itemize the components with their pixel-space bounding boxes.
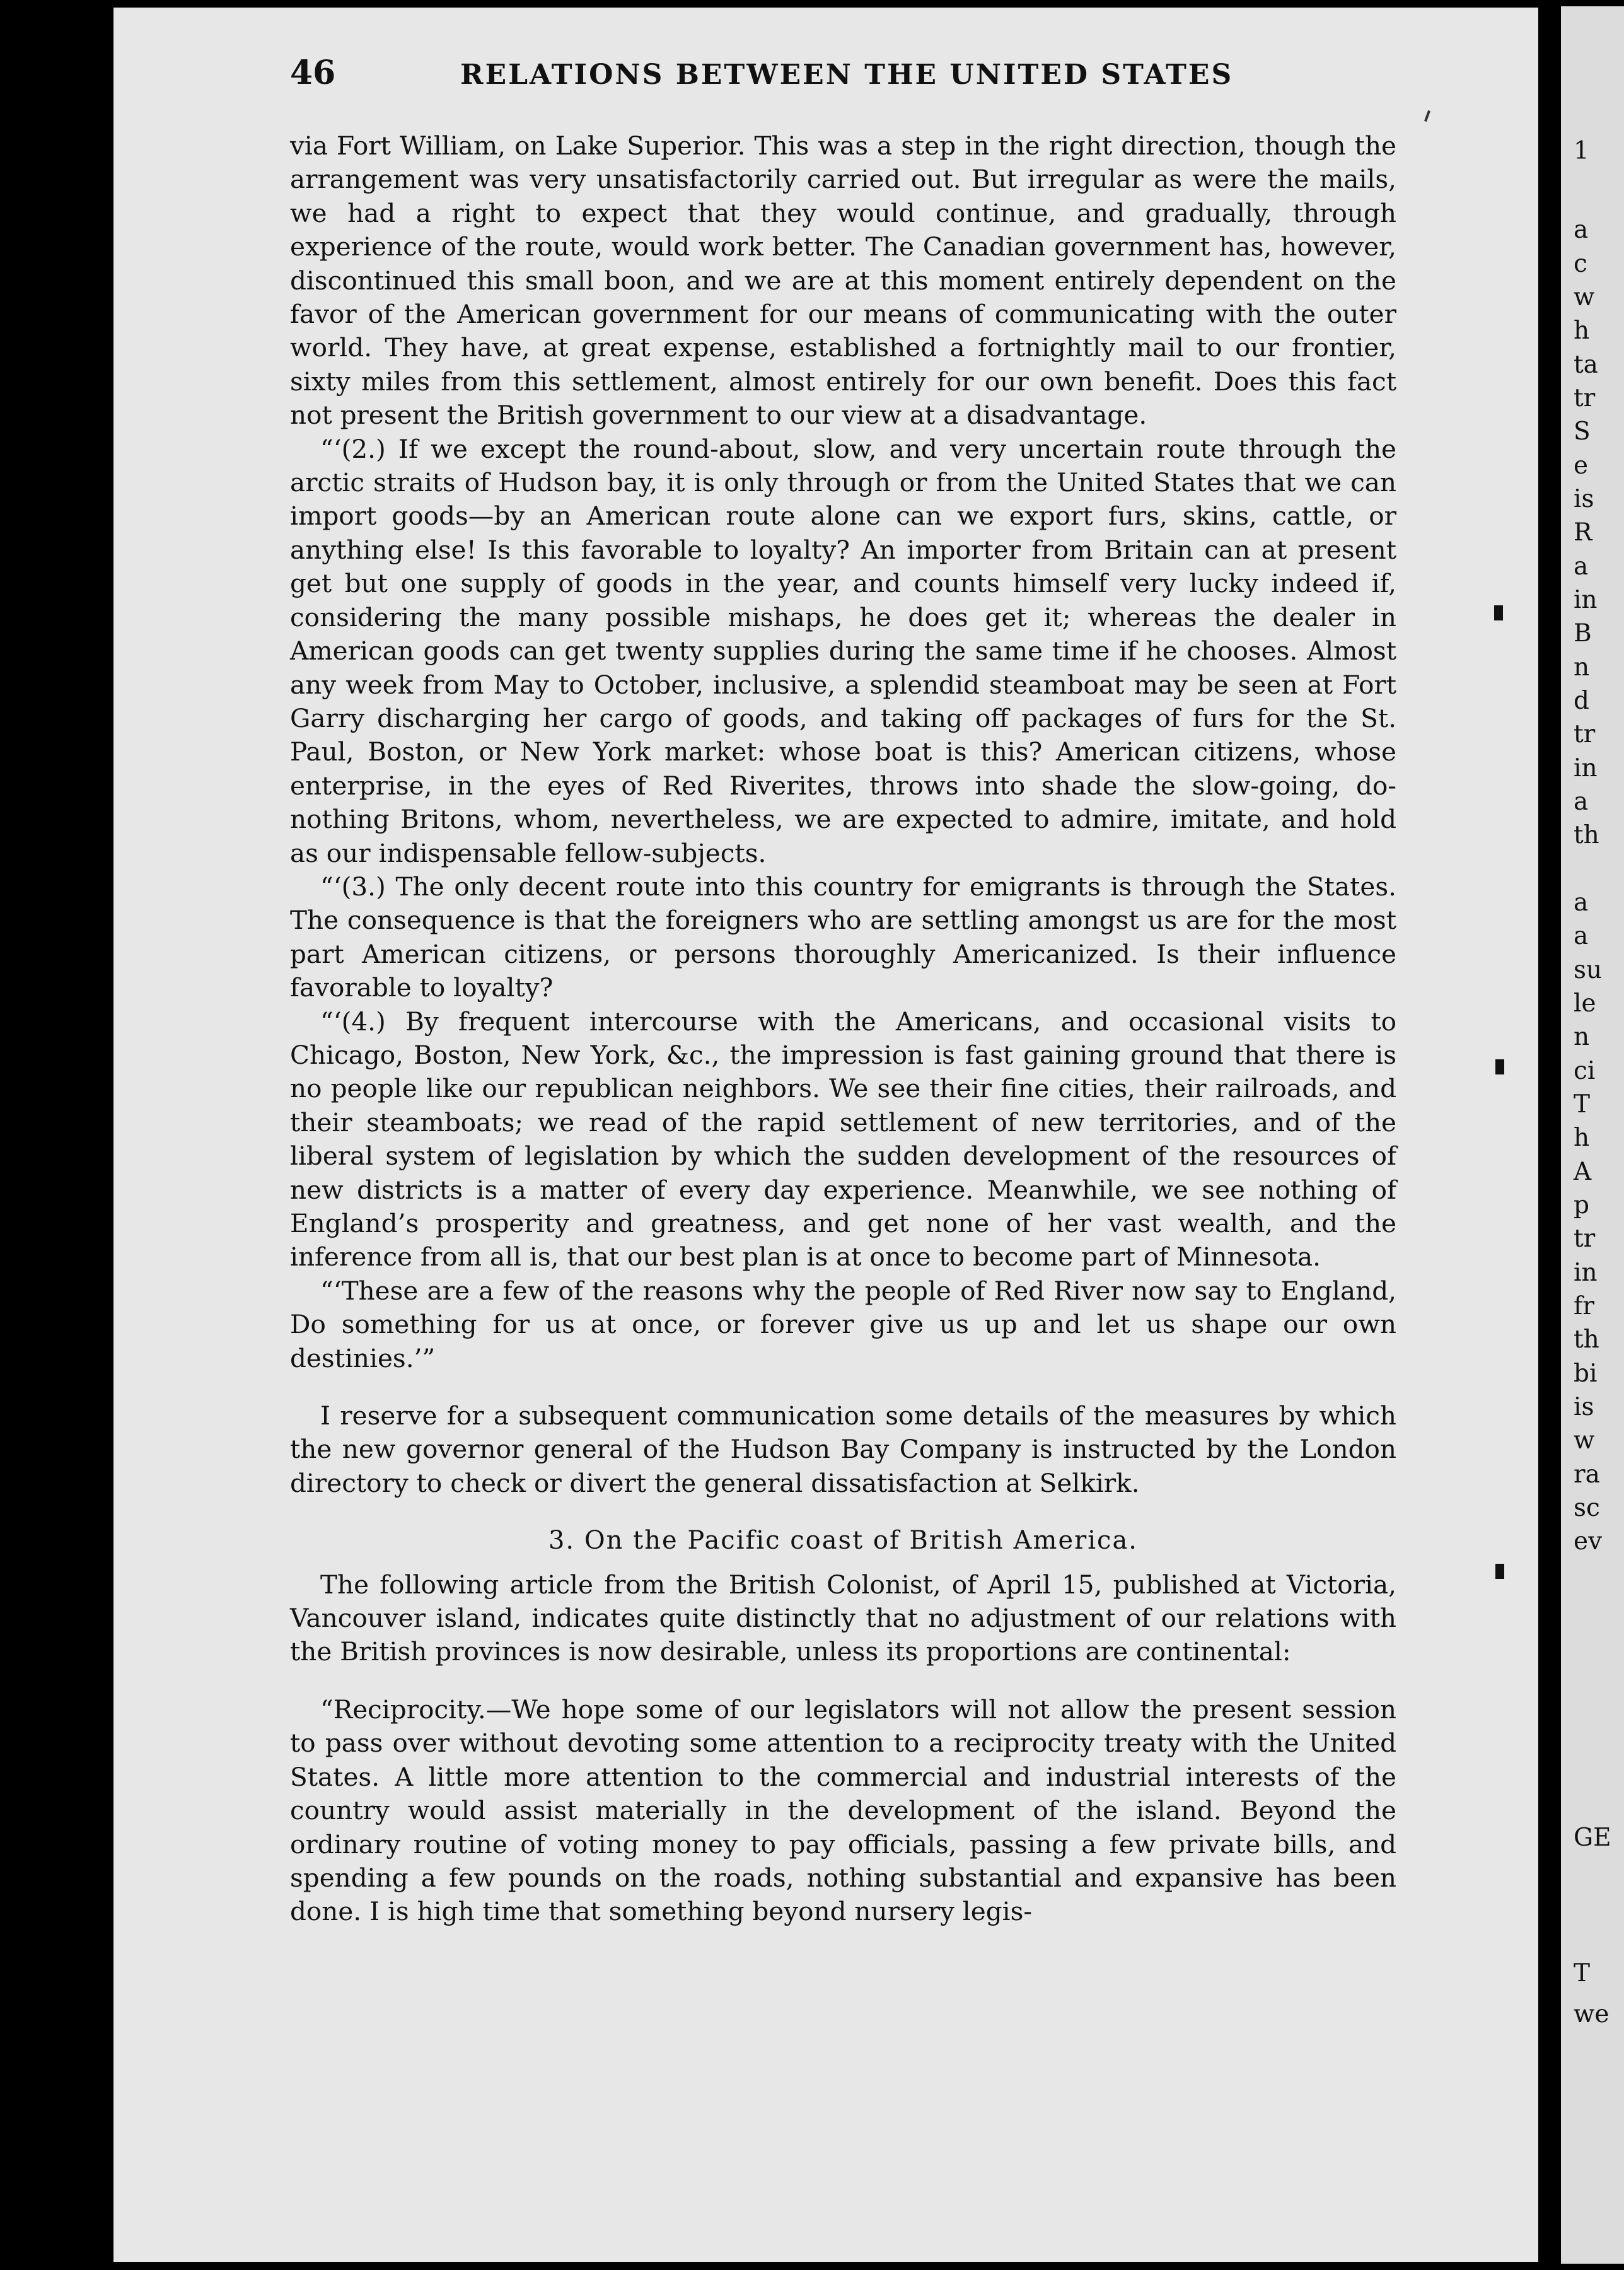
paragraph-2: “‘(2.) If we except the round-about, slow, and very uncertain route through the arctic straits of Hudson bay, it is only through or from the United States that we can import goods—by an American route alone can we export furs, skins, cattle, or anything else! Is this favorable to loyalty? An importer from Britain can at present get but one supply of goods in the year, and counts himself very lucky indeed if, considering the many possible mishaps, he does get it; whereas the dealer in American goods can get twenty supplies during the same time if he chooses. Almost any week from May to October, inclusive, a splendid steamboat may be seen at Fort Garry discharging her cargo of goods, and taking off packages of furs for the St. Paul, Boston, or New York market: whose boat is this? American citizens, whose enterprise, in the eyes of Red Riverites, throws into shade the slow-going, do-nothing Britons, whom, nevertheless, we are expected to admire, imitate, and hold as our indispensable fellow-subjects. <box>290 433 1396 868</box>
margin-fragment: ta <box>1574 351 1598 379</box>
margin-fragment: c <box>1574 250 1587 278</box>
margin-fragment: 1 <box>1574 137 1589 165</box>
margin-fragment: ev <box>1574 1527 1603 1556</box>
margin-fragment: p <box>1574 1191 1589 1219</box>
margin-fragment: h <box>1574 317 1590 345</box>
margin-fragment: ci <box>1574 1057 1596 1085</box>
margin-fragment: B <box>1574 619 1592 648</box>
margin-fragment: tr <box>1574 384 1596 412</box>
margin-fragment: h <box>1574 1124 1590 1152</box>
margin-fragment: tr <box>1574 720 1596 748</box>
paragraph-6: I reserve for a subsequent communication some details of the measures by which the new governor general of the Hudson Bay Company is instructed by the London directory to check or divert the general dissatisfaction at Selkirk. <box>290 1400 1396 1498</box>
paragraph-1: via Fort William, on Lake Superior. This was a step in the right direction, though the arrangement was very unsatisfactorily carried out. But irregular as were the mails, we had a right to expect that they would continue, and gradually, through experience of the route, would work better. The Canadian government has, however, discontinued this small boon, and we are at this moment entirely dependent on the favor of the American government for our means of communicating with the outer world. They have, at great expense, established a fortnightly mail to our frontier, sixty miles from this settlement, almost entirely for our own benefit. Does this fact not present the British government to our view at a disadvantage. <box>290 131 1396 431</box>
page-number: 46 <box>290 54 336 92</box>
margin-fragment: fr <box>1574 1292 1595 1320</box>
gutter-mark <box>1495 1564 1504 1579</box>
margin-fragment: le <box>1574 989 1596 1018</box>
margin-fragment: is <box>1574 485 1594 513</box>
paragraph-7: The following article from the British Colonist, of April 15, published at Victoria, Vancouver island, indicates quite distinctly that no adjustment of our relations with the British provinces is now desirable, unless its proportions are continental: <box>290 1569 1396 1667</box>
margin-fragment: in <box>1574 586 1598 614</box>
margin-fragment: n <box>1574 653 1590 682</box>
margin-fragment: GE <box>1574 1824 1611 1852</box>
book-gutter <box>1538 0 1561 2270</box>
gutter-mark <box>1495 1059 1504 1074</box>
margin-fragment: in <box>1574 754 1598 783</box>
margin-fragment: n <box>1574 1023 1590 1051</box>
paragraph-3: “‘(3.) The only decent route into this country for emigrants is through the States. The consequence is that the foreigners who are settling amongst us are for the most part American citizens, or persons thoroughly Americanized. Is their influence favorable to loyalty? <box>290 871 1396 1003</box>
margin-fragment: su <box>1574 956 1603 984</box>
margin-fragment: a <box>1574 888 1589 917</box>
margin-fragment: S <box>1574 417 1591 446</box>
paragraph-8: “Reciprocity.—We hope some of our legislators will not allow the present session to pass over without devoting some attention to a reciprocity treaty with the United States. A little more attention to the commercial and industrial interests of the country would assist materially in the development of the island. Beyond the ordinary routine of voting money to pay officials, passing a few private bills, and spending a few pounds on the roads, nothing substantial and expansive has been done. I is high time that something beyond nursery legis- <box>290 1694 1396 1927</box>
margin-fragment: a <box>1574 216 1589 244</box>
margin-fragment: A <box>1574 1158 1592 1186</box>
margin-fragment: bi <box>1574 1359 1598 1388</box>
margin-fragment: a <box>1574 552 1589 581</box>
margin-fragment: e <box>1574 451 1589 480</box>
paragraph-5: “‘These are a few of the reasons why the people of Red River now say to England, Do something for us at once, or forever give us up and let us shape our own destinies.’” <box>290 1275 1396 1373</box>
margin-fragment: th <box>1574 1325 1599 1354</box>
margin-fragment: w <box>1574 1426 1595 1455</box>
margin-fragment: we <box>1574 2000 1610 2028</box>
page-header <box>290 54 1396 98</box>
margin-fragment: is <box>1574 1393 1594 1421</box>
section-heading: 3. On the Pacific coast of British America. <box>548 1526 1139 1556</box>
gutter-mark <box>1494 605 1503 620</box>
margin-fragment: sc <box>1574 1494 1600 1522</box>
margin-fragment: a <box>1574 922 1589 950</box>
margin-fragment: th <box>1574 821 1599 849</box>
adjacent-page-edge <box>1561 6 1624 2264</box>
paragraph-4: “‘(4.) By frequent intercourse with the Americans, and occasional visits to Chicago, Boston, New York, &c., the impression is fast gaining ground that there is no people like our republican neighbors. We see their fine cities, their railroads, and their steamboats; we read of the rapid settlement of new territories, and of the liberal system of legislation by which the sudden development of the resources of new districts is a matter of every day experience. Meanwhile, we see nothing of England’s prosperity and greatness, and get none of her vast wealth, and the inference from all is, that our best plan is at once to become part of Minnesota. <box>290 1006 1396 1272</box>
margin-fragment: a <box>1574 788 1589 816</box>
margin-fragment: T <box>1574 1959 1591 1988</box>
body-text <box>290 129 1396 1929</box>
margin-fragment: d <box>1574 687 1589 715</box>
margin-fragment: R <box>1574 518 1592 547</box>
running-title: RELATIONS BETWEEN THE UNITED STATES <box>460 59 1234 91</box>
margin-fragment: in <box>1574 1259 1598 1287</box>
margin-fragment: tr <box>1574 1225 1596 1253</box>
margin-fragment: ra <box>1574 1460 1600 1489</box>
margin-fragment: T <box>1574 1090 1591 1119</box>
margin-fragment: w <box>1574 283 1595 311</box>
